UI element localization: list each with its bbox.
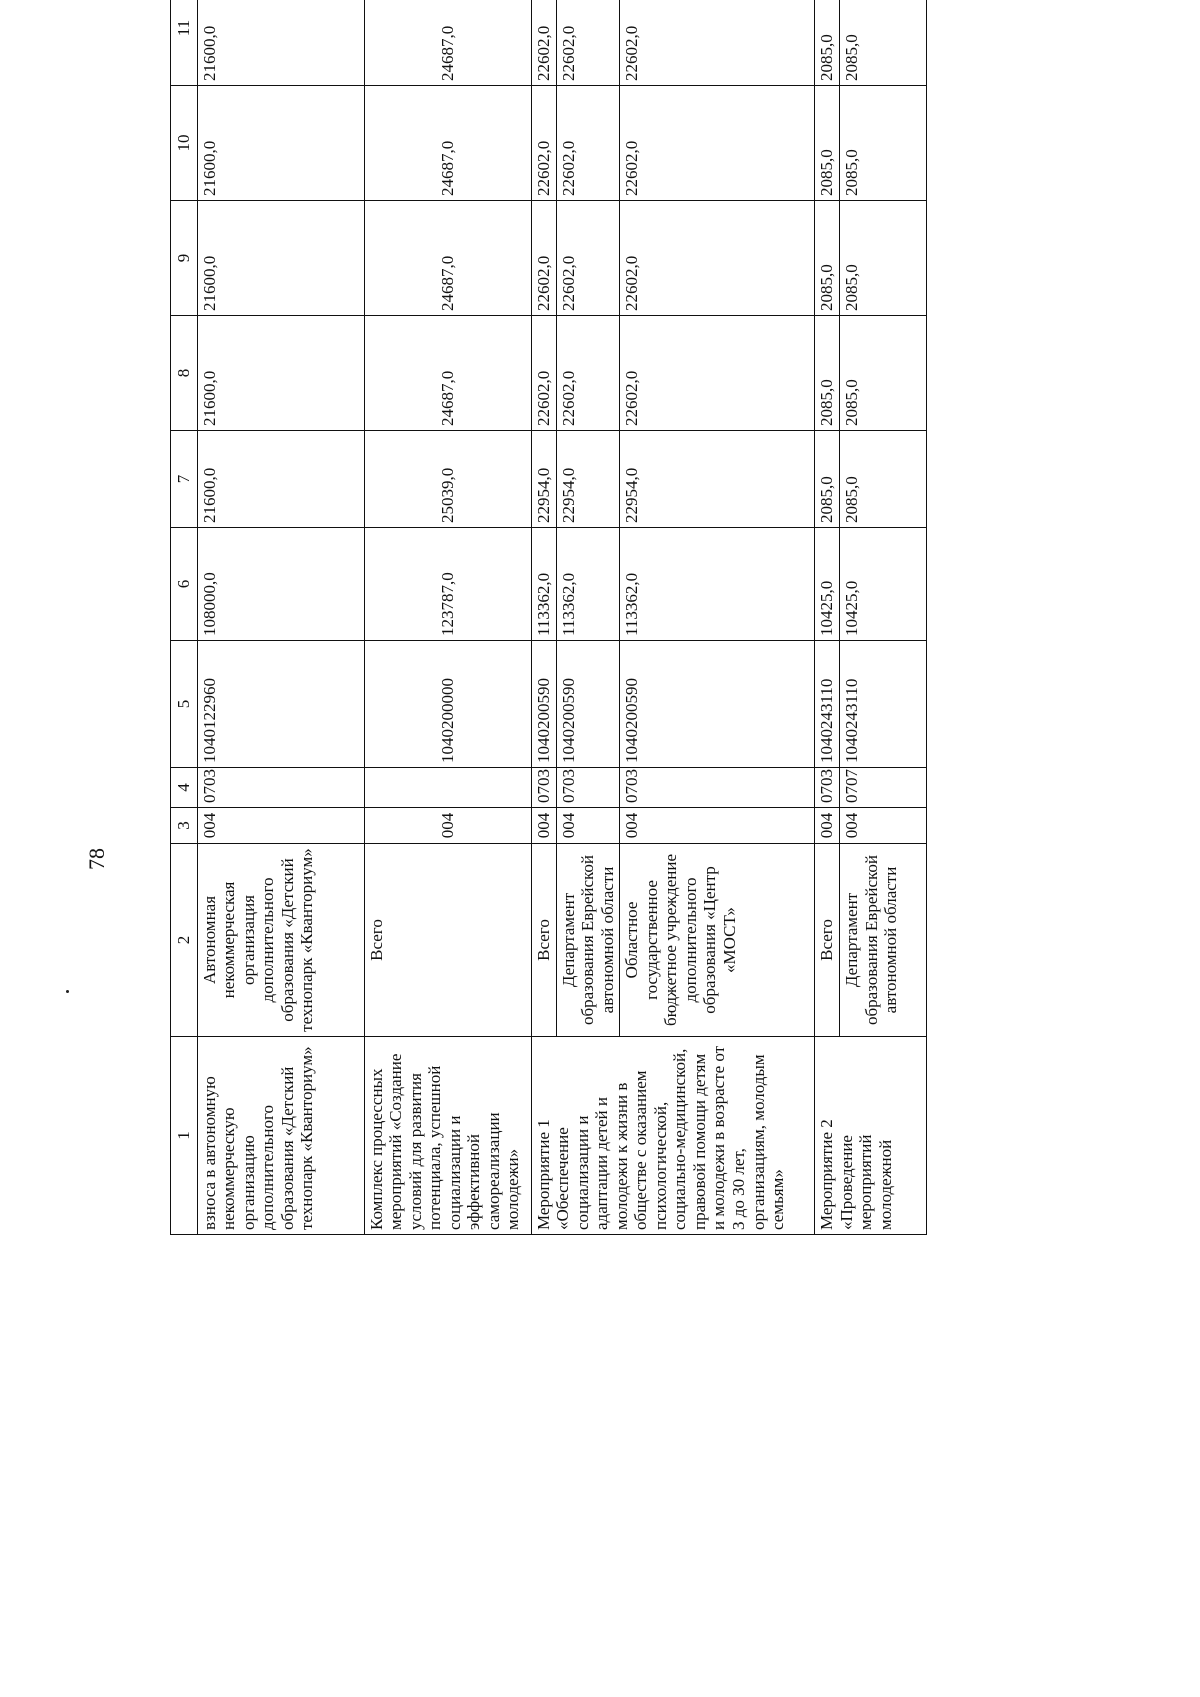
- table-row: [815, 0, 840, 1235]
- year-amount-cell: 2085,0: [840, 431, 927, 528]
- year-amount-cell: 24687,0: [364, 201, 531, 316]
- total-amount-cell: 113362,0: [556, 528, 620, 641]
- year-amount-cell: 21600,0: [197, 316, 364, 431]
- target-article-cell: 1040200590: [531, 641, 556, 768]
- measure-name-cell: Мероприятие 1 «Обеспечение социализации и адаптации детей и молодежи к жизни в обществе с оказанием психологической, социально-медицинской, правовой помощи детям и молодежи в возрасте от 3 до 30 лет, организациям, молодым семьям»: [531, 1037, 815, 1235]
- total-amount-cell: 113362,0: [620, 528, 815, 641]
- executor-cell: Департамент образования Еврейской автономной области: [556, 844, 620, 1037]
- year-amount-cell: 24687,0: [364, 0, 531, 86]
- measure-name-cell: Комплекс процессных мероприятий «Создание условий для развития потенциала, успешной социализации и эффективной самореализации молодежи»: [364, 1037, 531, 1235]
- total-amount-cell: 108000,0: [197, 528, 364, 641]
- grbs-code-cell: 004: [531, 808, 556, 844]
- column-header: 11: [171, 0, 198, 86]
- year-amount-cell: 2085,0: [815, 431, 840, 528]
- column-header: 2: [171, 844, 198, 1037]
- section-code-cell: 0703: [620, 768, 815, 808]
- column-header: 6: [171, 528, 198, 641]
- scan-speck: [66, 990, 69, 993]
- executor-cell: Всего: [531, 844, 556, 1037]
- year-amount-cell: 21600,0: [197, 201, 364, 316]
- budget-table: [170, 0, 927, 1235]
- column-header: 5: [171, 641, 198, 768]
- page-number: 78: [84, 848, 109, 870]
- table-row: [531, 0, 556, 1235]
- year-amount-cell: 22602,0: [556, 0, 620, 86]
- executor-cell: Департамент образования Еврейской автономной области: [840, 844, 927, 1037]
- year-amount-cell: 22602,0: [531, 316, 556, 431]
- executor-cell: Всего: [815, 844, 840, 1037]
- total-amount-cell: 10425,0: [840, 528, 927, 641]
- year-amount-cell: 21600,0: [197, 0, 364, 86]
- section-code-cell: 0703: [815, 768, 840, 808]
- target-article-cell: 1040200000: [364, 641, 531, 768]
- document-code: [1164, 0, 1179, 200]
- measure-name-cell: Мероприятие 2 «Проведение мероприятий молодежной: [815, 1037, 927, 1235]
- column-header: 10: [171, 86, 198, 201]
- target-article-cell: 1040200590: [556, 641, 620, 768]
- year-amount-cell: 2085,0: [815, 316, 840, 431]
- column-header: 3: [171, 808, 198, 844]
- year-amount-cell: 22602,0: [556, 316, 620, 431]
- year-amount-cell: 22954,0: [531, 431, 556, 528]
- table-row: [197, 0, 364, 1235]
- year-amount-cell: 22602,0: [556, 86, 620, 201]
- year-amount-cell: 22602,0: [531, 201, 556, 316]
- executor-cell: Областное государственное бюджетное учреждение дополнительного образования «Центр «МОСТ»: [620, 844, 815, 1037]
- target-article-cell: 1040200590: [620, 641, 815, 768]
- column-header: 1: [171, 1037, 198, 1235]
- year-amount-cell: 2085,0: [840, 86, 927, 201]
- section-code-cell: 0703: [556, 768, 620, 808]
- section-code-cell: 0703: [197, 768, 364, 808]
- year-amount-cell: 25039,0: [364, 431, 531, 528]
- measure-name-cell: взноса в автономную некоммерческую организацию дополнительного образования «Детский технопарк «Кванториум»: [197, 1037, 364, 1235]
- target-article-cell: 1040122960: [197, 641, 364, 768]
- column-header: 8: [171, 316, 198, 431]
- section-code-cell: [364, 768, 531, 808]
- year-amount-cell: 22602,0: [620, 86, 815, 201]
- year-amount-cell: 22602,0: [620, 0, 815, 86]
- column-header: 7: [171, 431, 198, 528]
- year-amount-cell: 21600,0: [197, 431, 364, 528]
- grbs-code-cell: 004: [364, 808, 531, 844]
- year-amount-cell: 21600,0: [197, 86, 364, 201]
- executor-cell: Всего: [364, 844, 531, 1037]
- grbs-code-cell: 004: [815, 808, 840, 844]
- year-amount-cell: 22602,0: [556, 201, 620, 316]
- grbs-code-cell: 004: [840, 808, 927, 844]
- table-header-row: [171, 0, 198, 1235]
- year-amount-cell: 24687,0: [364, 86, 531, 201]
- year-amount-cell: 22602,0: [531, 86, 556, 201]
- year-amount-cell: 2085,0: [840, 0, 927, 86]
- section-code-cell: 0703: [531, 768, 556, 808]
- total-amount-cell: 113362,0: [531, 528, 556, 641]
- year-amount-cell: 2085,0: [815, 0, 840, 86]
- column-header: 4: [171, 768, 198, 808]
- grbs-code-cell: 004: [197, 808, 364, 844]
- target-article-cell: 1040243110: [815, 641, 840, 768]
- year-amount-cell: 22954,0: [620, 431, 815, 528]
- target-article-cell: 1040243110: [840, 641, 927, 768]
- table-row: [364, 0, 531, 1235]
- year-amount-cell: 22602,0: [620, 316, 815, 431]
- section-code-cell: 0707: [840, 768, 927, 808]
- year-amount-cell: 22954,0: [556, 431, 620, 528]
- year-amount-cell: 2085,0: [840, 316, 927, 431]
- grbs-code-cell: 004: [556, 808, 620, 844]
- budget-table-container: [170, 19, 1040, 1235]
- year-amount-cell: 2085,0: [840, 201, 927, 316]
- executor-cell: Автономная некоммерческая организация дополнительного образования «Детский технопарк «Кванториум»: [197, 844, 364, 1037]
- column-header: 9: [171, 201, 198, 316]
- year-amount-cell: 2085,0: [815, 201, 840, 316]
- total-amount-cell: 123787,0: [364, 528, 531, 641]
- year-amount-cell: 24687,0: [364, 316, 531, 431]
- total-amount-cell: 10425,0: [815, 528, 840, 641]
- year-amount-cell: 22602,0: [531, 0, 556, 86]
- year-amount-cell: 2085,0: [815, 86, 840, 201]
- grbs-code-cell: 004: [620, 808, 815, 844]
- year-amount-cell: 22602,0: [620, 201, 815, 316]
